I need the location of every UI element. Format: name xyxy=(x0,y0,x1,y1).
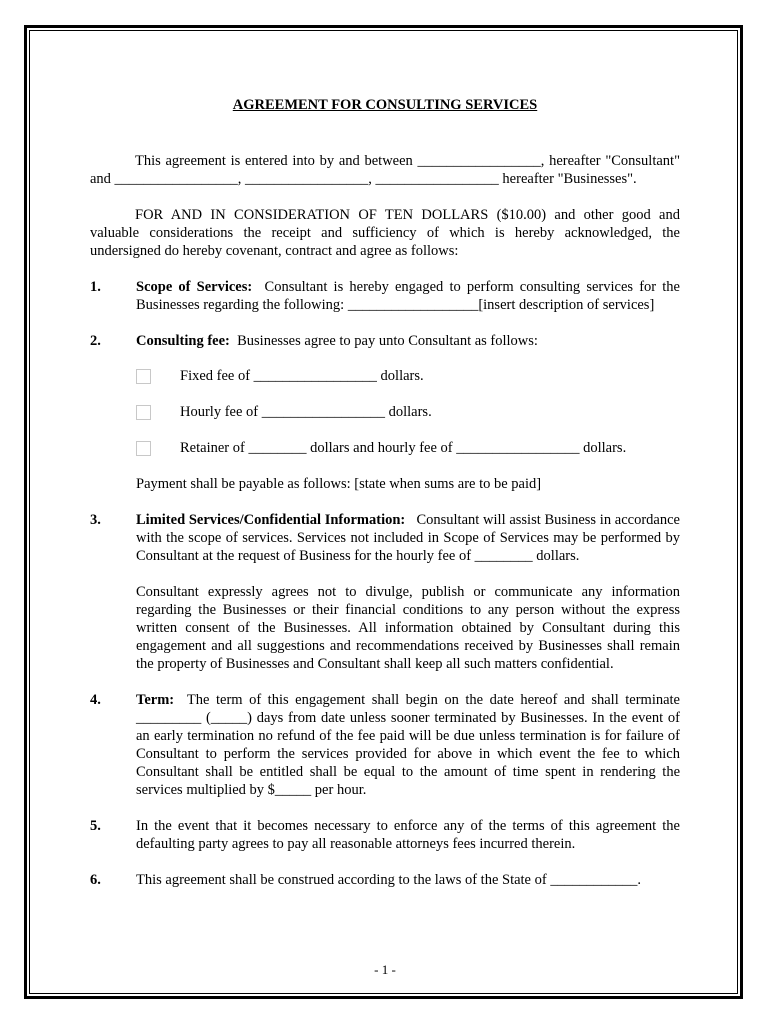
section-text xyxy=(136,332,680,350)
section-consulting-fee xyxy=(90,332,680,493)
section-number: 5. xyxy=(90,818,101,834)
fee-option-retainer xyxy=(136,439,680,457)
section-body: Businesses agree to pay unto Consultant as follows: xyxy=(237,333,538,349)
section-body: The term of this engagement shall begin on the date hereof and shall terminate _________ (_____) days from date unless sooner terminated by Businesses. In the event of an early termination no refund of the fee paid will be due unless termination is for failure of Consultant to perform the services provided for above in which event the fee to which Consultant shall be entitled shall be equal to the amount of time spent in rendering the services multiplied by $_____ per hour. xyxy=(136,692,680,798)
section-number: 4. xyxy=(90,692,101,708)
document-title: AGREEMENT FOR CONSULTING SERVICES xyxy=(232,97,538,113)
hourly-fee-checkbox[interactable] xyxy=(136,405,151,420)
section-text xyxy=(136,278,680,314)
section-attorney-fees xyxy=(90,817,680,853)
page-number: - 1 - xyxy=(374,962,396,977)
section-heading: Term: xyxy=(136,692,175,708)
section-text xyxy=(136,511,680,565)
section-number: 3. xyxy=(90,512,101,528)
section-governing-law xyxy=(90,871,680,889)
fee-option-label: Retainer of ________ dollars and hourly fee of _________________ dollars. xyxy=(180,440,627,456)
section-body: Consultant will assist Business in accordance with the scope of services. Services not included in Scope of Services may be performed by Consultant at the request of Business for the hourly fee of ________ dollars. xyxy=(136,512,680,564)
section-number: 2. xyxy=(90,333,101,349)
intro-paragraph: This agreement is entered into by and between _________________, hereafter "Consultant" and _________________, _________________, _________________ hereafter "Businesses". xyxy=(90,153,680,187)
section-term xyxy=(90,691,680,799)
section-limited-services xyxy=(90,511,680,673)
section-body: This agreement shall be construed according to the laws of the State of ____________. xyxy=(136,872,641,888)
section-heading: Consulting fee: xyxy=(136,333,230,349)
fee-option-fixed xyxy=(136,367,680,385)
confidentiality-paragraph: Consultant expressly agrees not to divulge, publish or communicate any information regarding the Businesses or their financial conditions to any person without the express written consent of the Businesses. All information obtained by Consultant during this engagement and all suggestions and recommendations received by Businesses shall remain the property of Businesses and Consultant shall keep all such matters confidential. xyxy=(136,584,680,672)
document-body xyxy=(90,92,680,889)
section-number: 6. xyxy=(90,872,101,888)
fee-option-label: Fixed fee of _________________ dollars. xyxy=(180,368,424,384)
fee-option-hourly xyxy=(136,403,680,421)
fixed-fee-checkbox[interactable] xyxy=(136,369,151,384)
payment-terms: Payment shall be payable as follows: [state when sums are to be paid] xyxy=(136,476,542,492)
consideration-paragraph: FOR AND IN CONSIDERATION OF TEN DOLLARS ($10.00) and other good and valuable considerations the receipt and sufficiency of which is hereby acknowledged, the undersigned do hereby covenant, contract and agree as follows: xyxy=(90,207,680,259)
section-body: Consultant is hereby engaged to perform consulting services for the Businesses regarding the following: __________________[insert description of services] xyxy=(136,279,680,313)
section-number: 1. xyxy=(90,279,101,295)
section-scope-of-services xyxy=(90,278,680,314)
fee-option-label: Hourly fee of _________________ dollars. xyxy=(180,404,432,420)
section-body: In the event that it becomes necessary to enforce any of the terms of this agreement the defaulting party agrees to pay all reasonable attorneys fees incurred therein. xyxy=(136,818,680,852)
section-text xyxy=(136,691,680,799)
section-heading: Limited Services/Confidential Information: xyxy=(136,512,406,528)
retainer-fee-checkbox[interactable] xyxy=(136,441,151,456)
section-heading: Scope of Services: xyxy=(136,279,253,295)
